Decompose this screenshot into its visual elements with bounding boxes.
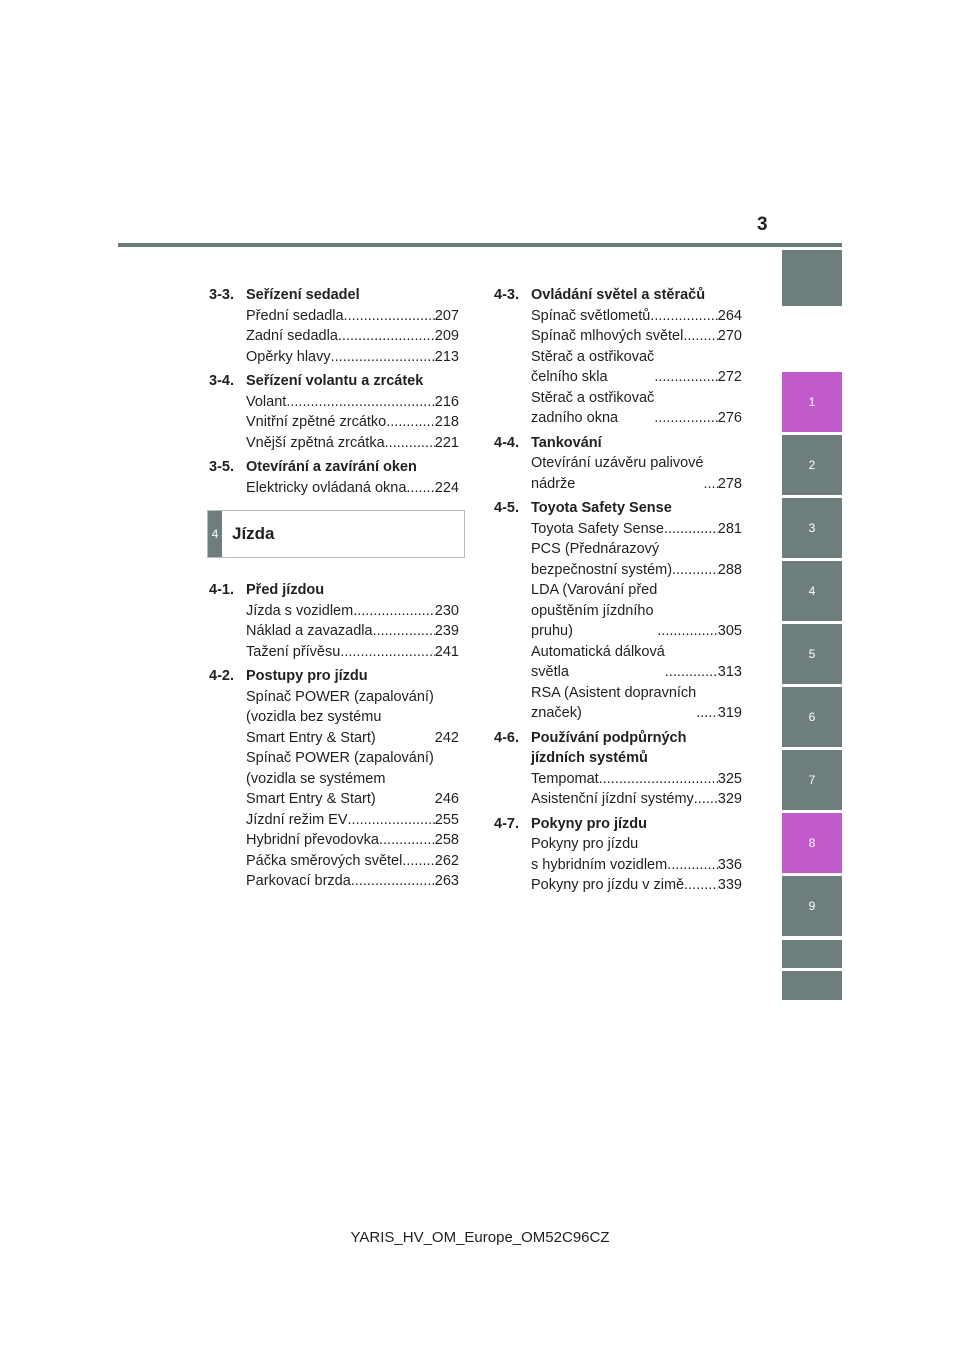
toc-entry[interactable] — [494, 580, 742, 642]
toc-entry-text: Opěrky hlavy — [246, 348, 331, 365]
section-title: Před jízdou — [246, 582, 325, 598]
leader-dots — [650, 306, 718, 327]
toc-entry[interactable] — [209, 392, 459, 413]
leader-dots — [654, 408, 717, 429]
leader-dots — [379, 830, 435, 851]
toc-entry[interactable] — [494, 539, 742, 580]
toc-entry[interactable] — [209, 621, 459, 642]
section-title: Toyota Safety Sense — [531, 500, 672, 516]
leader-dots — [344, 306, 435, 327]
toc-entry[interactable] — [209, 433, 459, 454]
toc-entry-page: 329 — [717, 791, 742, 807]
section-heading — [209, 457, 459, 478]
toc-entry-page: 221 — [434, 434, 459, 451]
toc-entry[interactable] — [209, 347, 459, 368]
toc-entry-text: Jízda s vozidlem — [246, 602, 354, 619]
chapter-title: Jízda — [232, 523, 275, 543]
toc-entry-text: Parkovací brzda — [246, 873, 351, 889]
toc-entry-text: Stěrač a ostřikovač zadního okna — [531, 389, 655, 426]
section-title: Pokyny pro jízdu — [531, 815, 648, 832]
toc-entry-page: 319 — [717, 705, 742, 721]
toc-entry-text: Stěrač a ostřikovač čelního skla — [531, 348, 655, 385]
toc-entry-text: Otevírání uzávěru palivové nádrže — [531, 455, 704, 492]
toc-column-left — [209, 285, 459, 892]
section-heading — [209, 285, 459, 306]
toc-entry[interactable] — [209, 412, 459, 433]
leader-dots — [406, 478, 434, 499]
leader-dots — [338, 326, 435, 347]
toc-entry[interactable] — [209, 810, 459, 831]
toc-entry[interactable] — [494, 306, 742, 327]
toc-entry[interactable] — [494, 519, 742, 540]
toc-entry-text: Spínač POWER (zapalování) (vozidla se systémem Smart Entry & Start) — [246, 750, 434, 807]
toc-entry[interactable] — [209, 601, 459, 622]
section-heading — [209, 666, 459, 687]
toc-entry-page: 230 — [434, 602, 459, 619]
leader-dots — [657, 621, 718, 642]
toc-entry-text: Přední sedadla — [246, 307, 344, 324]
leader-dots — [667, 855, 718, 876]
chapter-tab-5[interactable]: 5 — [782, 624, 842, 684]
page-number: 3 — [757, 214, 768, 235]
toc-entry-text: Volant — [246, 393, 287, 410]
leader-dots — [351, 871, 435, 892]
section-title: Postupy pro jízdu — [246, 668, 368, 684]
chapter-number: 4 — [208, 511, 222, 557]
leader-dots — [672, 560, 718, 581]
section-heading — [209, 580, 459, 601]
toc-entry[interactable] — [209, 851, 459, 872]
toc-entry-text: Tempomat — [531, 770, 599, 787]
toc-column-right — [494, 285, 742, 896]
toc-entry[interactable] — [209, 871, 459, 892]
toc-entry[interactable] — [494, 347, 742, 388]
toc-entry-text: Automatická dálková světla — [531, 643, 665, 680]
toc-entry-page: 242 — [434, 729, 459, 746]
toc-entry-text: PCS (Přednárazový bezpečnostní systém) — [531, 541, 673, 578]
toc-entry-page: 239 — [434, 623, 459, 639]
toc-entry-page: 216 — [434, 393, 459, 410]
toc-entry-text: Spínač světlometů — [531, 307, 651, 324]
toc-entry[interactable] — [494, 388, 742, 429]
toc-entry-text: RSA (Asistent dopravních značek) — [531, 684, 697, 721]
toc-entry-page: 276 — [717, 410, 742, 426]
toc-entry-page: 258 — [434, 832, 459, 848]
section-number: 3-4. — [209, 373, 234, 389]
leader-dots — [684, 875, 718, 896]
toc-entry[interactable] — [494, 769, 742, 790]
leader-dots — [386, 412, 435, 433]
toc-entry[interactable] — [494, 875, 742, 896]
toc-entry-page: 336 — [717, 856, 742, 873]
section-heading — [209, 371, 459, 392]
section-number: 4-4. — [494, 434, 519, 451]
toc-entry[interactable] — [209, 642, 459, 663]
section-title: Používání podpůrných jízdních systémů — [531, 729, 687, 766]
leader-dots — [683, 326, 717, 347]
leader-dots — [654, 367, 717, 388]
toc-entry[interactable] — [494, 834, 742, 875]
toc-entry-text: Spínač mlhových světel — [531, 328, 684, 344]
chapter-tab-4[interactable]: 4 — [782, 561, 842, 621]
chapter-tab-1[interactable]: 1 — [782, 372, 842, 432]
toc-entry-text: Hybridní převodovka — [246, 832, 379, 848]
toc-entry-page: 207 — [434, 307, 459, 324]
section-number: 3-3. — [209, 287, 234, 303]
toc-entry-text: Jízdní režim EV — [246, 811, 348, 828]
toc-entry-text: Vnější zpětná zrcátka — [246, 434, 385, 451]
toc-entry-text: Pokyny pro jízdu v zimě — [531, 877, 685, 893]
toc-entry[interactable] — [494, 683, 742, 724]
toc-entry-page: 278 — [717, 475, 742, 492]
toc-entry-page: 281 — [717, 520, 742, 537]
leader-dots — [694, 789, 718, 810]
leader-dots — [348, 810, 435, 831]
toc-entry-text: LDA (Varování před opuštěním jízdního pruhu) — [531, 582, 658, 639]
toc-entry-page: 255 — [434, 811, 459, 828]
toc-entry-text: Spínač POWER (zapalování) (vozidla bez systému Smart Entry & Start) — [246, 688, 434, 746]
toc-entry[interactable] — [209, 478, 459, 499]
leader-dots — [664, 519, 718, 540]
leader-dots — [331, 347, 435, 368]
section-number: 4-3. — [494, 287, 519, 303]
leader-dots — [385, 433, 435, 454]
header-rule — [118, 243, 842, 247]
leader-dots — [402, 851, 434, 872]
toc-entry[interactable] — [494, 453, 742, 494]
section-heading — [494, 498, 742, 519]
chapter-tab-9[interactable]: 9 — [782, 876, 842, 936]
toc-entry-text: Náklad a zavazadla — [246, 623, 373, 639]
toc-entry-page: 246 — [434, 791, 459, 807]
toc-entry-page: 288 — [717, 561, 742, 578]
leader-dots — [373, 621, 435, 642]
leader-dots — [286, 392, 434, 413]
section-heading — [494, 433, 742, 454]
section-title: Seřízení volantu a zrcátek — [246, 373, 424, 389]
leader-dots — [353, 601, 435, 622]
chapter-tab-3[interactable]: 3 — [782, 498, 842, 558]
toc-entry-text: Tažení přívěsu — [246, 643, 341, 660]
section-number: 4-7. — [494, 815, 519, 832]
chapter-tab-7[interactable]: 7 — [782, 750, 842, 810]
section-heading — [494, 814, 742, 835]
section-number: 4-6. — [494, 729, 519, 746]
toc-entry-text: Pokyny pro jízdu s hybridním vozidlem — [531, 836, 668, 873]
toc-entry[interactable] — [209, 306, 459, 327]
leader-dots — [665, 662, 718, 683]
toc-entry-page: 241 — [434, 643, 459, 660]
chapter-tab-blank-10[interactable] — [782, 940, 842, 968]
leader-dots — [340, 642, 434, 663]
chapter-tab-6[interactable]: 6 — [782, 687, 842, 747]
toc-entry-page: 213 — [434, 348, 459, 365]
toc-entry[interactable] — [209, 830, 459, 851]
toc-entry-page: 313 — [717, 664, 742, 680]
toc-entry-text: Asistenční jízdní systémy — [531, 791, 694, 807]
toc-entry-page: 305 — [717, 623, 742, 639]
section-number: 3-5. — [209, 459, 234, 475]
section-heading — [494, 728, 742, 769]
toc-entry[interactable] — [494, 326, 742, 347]
toc-entry-text: Toyota Safety Sense — [531, 520, 664, 537]
document-code: YARIS_HV_OM_Europe_OM52C96CZ — [350, 1229, 610, 1246]
leader-dots — [696, 703, 718, 724]
toc-entry[interactable] — [494, 642, 742, 683]
toc-entry[interactable] — [209, 748, 459, 810]
section-title: Otevírání a zavírání oken — [246, 459, 417, 475]
toc-entry-page: 224 — [434, 479, 459, 496]
toc-entry-page: 325 — [717, 770, 742, 787]
section-number: 4-1. — [209, 582, 234, 598]
toc-entry-page: 262 — [434, 852, 459, 869]
leader-dots — [599, 769, 718, 790]
toc-entry[interactable] — [494, 789, 742, 810]
toc-entry-page: 209 — [434, 328, 459, 344]
toc-entry-page: 272 — [717, 369, 742, 385]
section-number: 4-2. — [209, 668, 234, 684]
chapter-tab-blank-11[interactable] — [782, 971, 842, 1000]
chapter-heading — [207, 510, 465, 558]
toc-entry-text: Vnitřní zpětné zrcátko — [246, 414, 387, 430]
chapter-tab-2[interactable]: 2 — [782, 435, 842, 495]
toc-entry[interactable] — [209, 687, 459, 749]
toc-entry-text: Zadní sedadla — [246, 328, 338, 344]
toc-entry-page: 218 — [434, 414, 459, 430]
toc-entry-text: Elektricky ovládaná okna — [246, 479, 407, 496]
section-number: 4-5. — [494, 500, 519, 516]
leader-dots — [703, 474, 717, 495]
section-title: Seřízení sedadel — [246, 287, 360, 303]
section-heading — [494, 285, 742, 306]
toc-entry-page: 270 — [717, 328, 742, 344]
toc-entry-page: 264 — [717, 307, 742, 324]
section-title: Ovládání světel a stěračů — [531, 287, 706, 303]
toc-entry[interactable] — [209, 326, 459, 347]
toc-entry-text: Páčka směrových světel — [246, 852, 403, 869]
toc-entry-page: 339 — [717, 877, 742, 893]
chapter-tab-blank-0[interactable] — [782, 250, 842, 306]
section-title: Tankování — [531, 434, 602, 451]
toc-entry-page: 263 — [434, 873, 459, 889]
chapter-tab-8[interactable]: 8 — [782, 813, 842, 873]
